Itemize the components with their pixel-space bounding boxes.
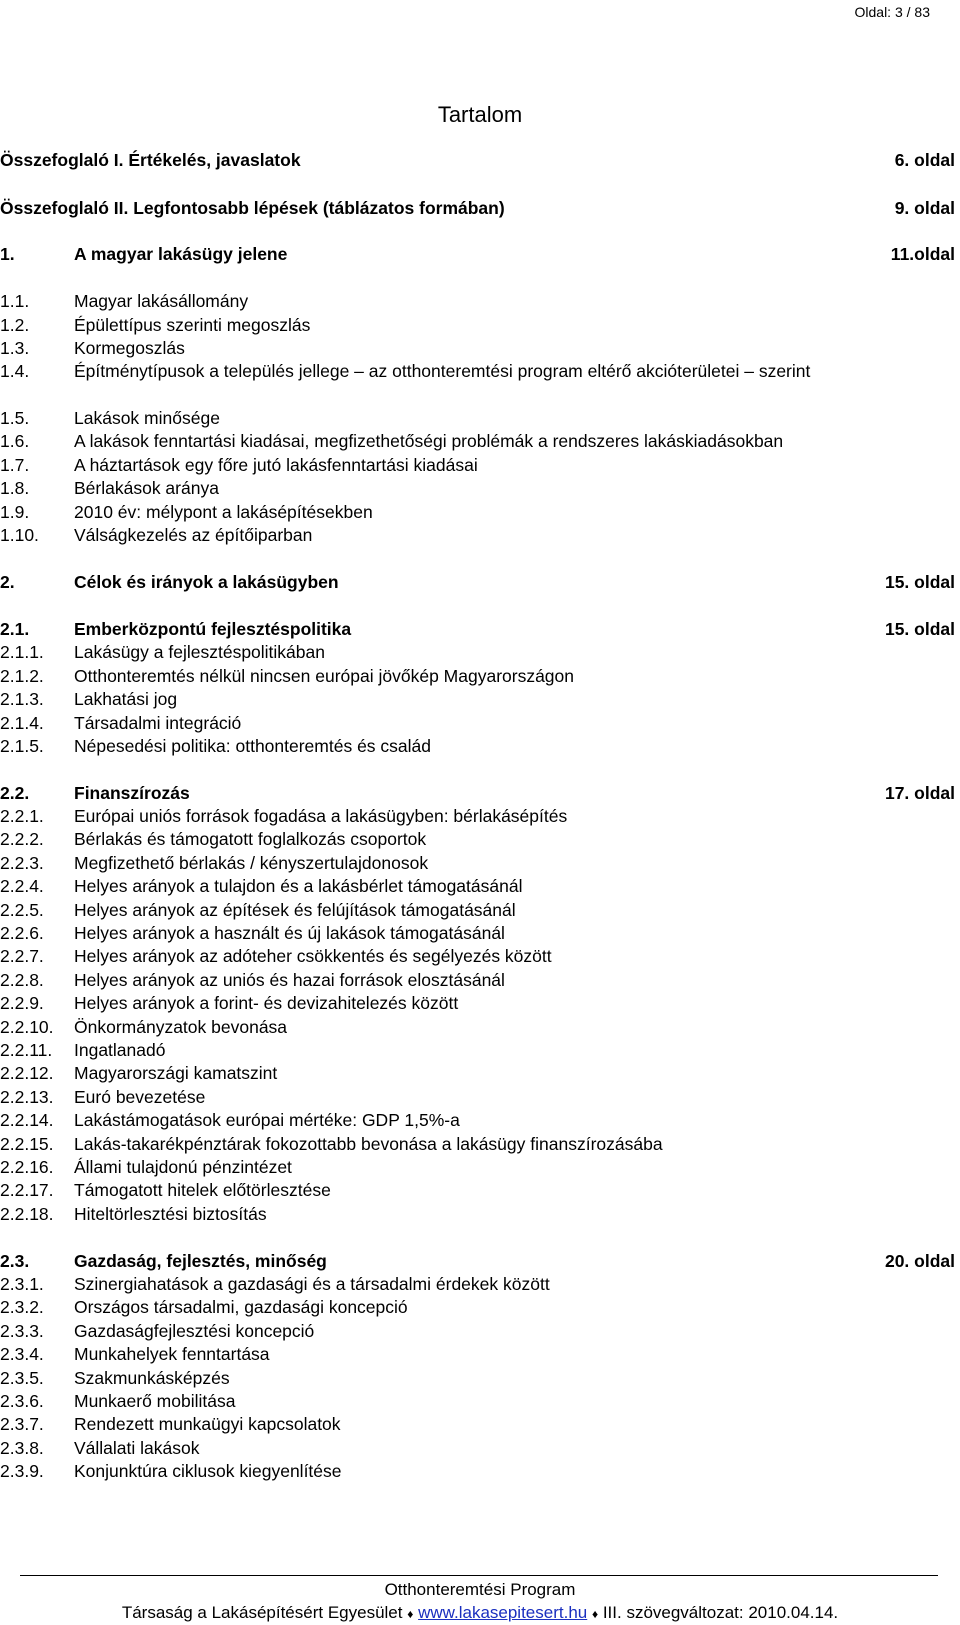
- toc-entry-number: 2.2.6.: [0, 923, 44, 943]
- toc-entry-number: 2.3.: [0, 1251, 30, 1271]
- toc-entry-number: 2.1.1.: [0, 642, 44, 662]
- toc-entry-label: A magyar lakásügy jelene: [74, 244, 288, 264]
- toc-entry-label: Euró bevezetése: [74, 1086, 206, 1107]
- toc-entry[interactable]: [0, 969, 955, 991]
- toc-entry-number: 2.2.18.: [0, 1203, 54, 1224]
- footer-organization: Társaság a Lakásépítésért Egyesület: [121, 1603, 403, 1622]
- toc-entry-number: 2.3.1.: [0, 1274, 44, 1294]
- toc-entry-number: 2.3.3.: [0, 1320, 44, 1341]
- footer-info: [0, 1603, 960, 1623]
- toc-entry-label: Gazdaságfejlesztési koncepció: [74, 1320, 315, 1341]
- toc-entry-label: Bérlakások aránya: [74, 478, 219, 498]
- toc-entry-page: 9. oldal: [894, 198, 955, 218]
- toc-entry[interactable]: [0, 712, 955, 734]
- toc-entry[interactable]: [0, 735, 955, 757]
- toc-entry-label: 2010 év: mélypont a lakásépítésekben: [74, 502, 373, 522]
- toc-entry-label: Magyar lakásállomány: [74, 291, 249, 311]
- toc-entry[interactable]: [0, 1133, 955, 1155]
- toc-entry[interactable]: [0, 1039, 955, 1061]
- toc-entry[interactable]: [0, 1062, 955, 1084]
- toc-entry-number: 1.8.: [0, 478, 30, 498]
- toc-entry[interactable]: [0, 1460, 955, 1482]
- diamond-separator-icon: ♦: [407, 1607, 414, 1621]
- toc-entry-label: Lakhatási jog: [74, 689, 178, 709]
- toc-entry-number: 1.10.: [0, 525, 39, 545]
- toc-entry[interactable]: [0, 1203, 955, 1225]
- toc-entry-number: 2.3.8.: [0, 1437, 44, 1458]
- toc-entry-label: Helyes arányok a tulajdon és a lakásbérlet támogatásánál: [74, 876, 523, 897]
- toc-entry-number: 2.1.: [0, 619, 30, 639]
- toc-entry-label: Lakás-takarékpénztárak fokozottabb bevonása a lakásügy finanszírozásába: [74, 1133, 663, 1154]
- toc-entry-label: Vállalati lakások: [74, 1437, 200, 1458]
- toc-entry[interactable]: [0, 1413, 955, 1435]
- toc-entry-label: Munkaerő mobilitása: [74, 1391, 236, 1411]
- toc-entry-label: Bérlakás és támogatott foglalkozás csoportok: [74, 829, 427, 850]
- toc-entry-label: Emberközpontú fejlesztéspolitika: [74, 619, 352, 639]
- toc-entry-number: 2.2.12.: [0, 1063, 54, 1084]
- toc-entry[interactable]: [0, 1156, 955, 1178]
- toc-entry-page: 15. oldal: [884, 572, 955, 592]
- toc-entry-label: Hiteltörlesztési biztosítás: [74, 1203, 267, 1224]
- toc-entry-label: Összefoglaló II. Legfontosabb lépések (táblázatos formában): [0, 198, 505, 218]
- page-number: Oldal: 3 / 83: [854, 4, 930, 20]
- toc-entry[interactable]: [0, 337, 955, 359]
- toc-entry-page: 20. oldal: [884, 1251, 955, 1271]
- toc-entry[interactable]: [0, 290, 955, 312]
- toc-entry-label: Megfizethető bérlakás / kényszertulajdonosok: [74, 852, 429, 873]
- toc-entry-number: 1.1.: [0, 291, 30, 311]
- toc-entry-label: Összefoglaló I. Értékelés, javaslatok: [0, 150, 301, 170]
- toc-entry[interactable]: [0, 1179, 955, 1201]
- toc-entry-number: 2.3.4.: [0, 1344, 44, 1365]
- toc-summary-entry[interactable]: [0, 197, 955, 219]
- toc-entry[interactable]: [0, 852, 955, 874]
- toc-entry-label: A háztartások egy főre jutó lakásfenntartási kiadásai: [74, 455, 478, 475]
- toc-entry-number: 2.3.7.: [0, 1414, 44, 1435]
- toc-entry[interactable]: [0, 805, 955, 827]
- toc-entry-label: Helyes arányok az uniós és hazai források elosztásánál: [74, 969, 505, 990]
- toc-entry-page: 6. oldal: [894, 150, 955, 170]
- toc-entry[interactable]: [0, 1437, 955, 1459]
- toc-entry[interactable]: [0, 454, 955, 476]
- toc-entry-label: Önkormányzatok bevonása: [74, 1016, 288, 1037]
- toc-entry-number: 2.2.9.: [0, 993, 44, 1014]
- toc-entry-label: Épülettípus szerinti megoszlás: [74, 315, 311, 335]
- toc-entry-number: 2.2.3.: [0, 852, 44, 873]
- toc-entry-label: Célok és irányok a lakásügyben: [74, 572, 339, 592]
- toc-entry-number: 2.2.16.: [0, 1157, 54, 1177]
- toc-entry[interactable]: [0, 1296, 955, 1318]
- toc-entry-number: 1.5.: [0, 408, 30, 428]
- toc-entry-label: Válságkezelés az építőiparban: [74, 525, 313, 545]
- toc-entry-number: 2.2.8.: [0, 969, 44, 990]
- toc-entry-label: Munkahelyek fenntartása: [74, 1344, 270, 1365]
- toc-entry-number: 2.2.10.: [0, 1016, 54, 1037]
- toc-entry-number: 1.6.: [0, 431, 30, 451]
- toc-entry[interactable]: [0, 641, 955, 663]
- toc-entry[interactable]: [0, 524, 955, 546]
- toc-entry-number: 2.2.1.: [0, 806, 44, 826]
- toc-entry[interactable]: [0, 1320, 955, 1342]
- toc-entry-number: 2.1.5.: [0, 736, 44, 756]
- toc-section-heading[interactable]: [0, 618, 955, 640]
- toc-entry-number: 1.3.: [0, 338, 30, 358]
- toc-entry[interactable]: [0, 1390, 955, 1412]
- toc-entry-label: Ingatlanadó: [74, 1040, 166, 1060]
- toc-entry[interactable]: [0, 1109, 955, 1131]
- toc-entry[interactable]: [0, 945, 955, 967]
- toc-entry-page: 17. oldal: [884, 783, 955, 803]
- toc-entry-label: Konjunktúra ciklusok kiegyenlítése: [74, 1461, 342, 1482]
- toc-entry[interactable]: [0, 501, 955, 523]
- toc-entry-label: Népesedési politika: otthonteremtés és család: [74, 736, 432, 756]
- toc-entry-number: 2.1.2.: [0, 665, 44, 686]
- toc-entry[interactable]: [0, 875, 955, 897]
- toc-entry-page: 15. oldal: [884, 619, 955, 639]
- toc-entry[interactable]: [0, 1086, 955, 1108]
- toc-entry[interactable]: [0, 665, 955, 687]
- toc-entry-label: Helyes arányok a használt és új lakások támogatásánál: [74, 923, 505, 943]
- toc-summary-entry[interactable]: [0, 149, 955, 171]
- toc-entry[interactable]: [0, 1016, 955, 1038]
- toc-entry-number: 2.1.4.: [0, 712, 44, 733]
- toc-entry[interactable]: [0, 899, 955, 921]
- toc-entry-number: 2.3.9.: [0, 1461, 44, 1482]
- toc-entry-number: 2.2.2.: [0, 829, 44, 850]
- toc-entry-number: 1.9.: [0, 502, 30, 522]
- toc-entry-label: A lakások fenntartási kiadásai, megfizethetőségi problémák a rendszeres lakáskiadásokban: [74, 431, 784, 451]
- toc-entry-number: 2.2.4.: [0, 876, 44, 897]
- toc-entry-label: Európai uniós források fogadása a lakásügyben: bérlakásépítés: [74, 806, 568, 826]
- toc-section-heading[interactable]: [0, 571, 955, 593]
- toc-entry-label: Kormegoszlás: [74, 338, 185, 358]
- toc-entry-number: 2.1.3.: [0, 689, 44, 709]
- toc-entry-label: Támogatott hitelek előtörlesztése: [74, 1180, 331, 1201]
- toc-entry-number: 2.2.11.: [0, 1040, 53, 1060]
- diamond-separator-icon: ♦: [591, 1607, 599, 1621]
- toc-entry-label: Rendezett munkaügyi kapcsolatok: [74, 1414, 341, 1435]
- toc-section-heading[interactable]: [0, 243, 955, 265]
- toc-entry-label: Magyarországi kamatszint: [74, 1063, 278, 1084]
- toc-section-heading[interactable]: [0, 1250, 955, 1272]
- footer-version: III. szövegváltozat: 2010.04.14.: [602, 1603, 839, 1622]
- toc-entry-number: 2.3.2.: [0, 1297, 44, 1318]
- toc-entry-number: 2.2.15.: [0, 1133, 54, 1154]
- toc-entry[interactable]: [0, 1367, 955, 1389]
- page-title: Tartalom: [437, 102, 523, 127]
- toc-entry-number: 2.2.17.: [0, 1180, 54, 1201]
- toc-entry[interactable]: [0, 688, 955, 710]
- toc-entry-page: 11.oldal: [890, 244, 955, 264]
- toc-entry-number: 2.: [0, 572, 15, 592]
- toc-entry-label: Gazdaság, fejlesztés, minőség: [74, 1251, 327, 1271]
- toc-entry-label: Országos társadalmi, gazdasági koncepció: [74, 1297, 408, 1318]
- toc-entry-label: Szinergiahatások a gazdasági és a társadalmi érdekek között: [74, 1274, 550, 1294]
- toc-entry-label: Lakástámogatások európai mértéke: GDP 1,5%-a: [74, 1110, 460, 1131]
- toc-entry-label: Finanszírozás: [74, 783, 190, 803]
- footer-program-name: Otthonteremtési Program: [384, 1580, 576, 1599]
- footer-divider: [20, 1575, 938, 1576]
- toc-entry-label: Állami tulajdonú pénzintézet: [74, 1157, 292, 1177]
- toc-entry-number: 2.3.6.: [0, 1391, 44, 1411]
- toc-entry-label: Helyes arányok az építések és felújítások támogatásánál: [74, 899, 516, 920]
- toc-entry-number: 1.7.: [0, 455, 30, 475]
- toc-entry-label: Helyes arányok az adóteher csökkentés és segélyezés között: [74, 946, 552, 967]
- toc-entry[interactable]: [0, 430, 955, 452]
- toc-entry-number: 1.4.: [0, 361, 30, 381]
- toc-entry[interactable]: [0, 359, 955, 383]
- toc-entry[interactable]: [0, 1273, 955, 1295]
- toc-entry-label: Építménytípusok a település jellege – az otthonteremtési program eltérő akcióterületei – szerint: [74, 361, 811, 381]
- toc-entry-number: 2.2.7.: [0, 946, 44, 967]
- toc-entry[interactable]: [0, 1343, 955, 1365]
- toc-entry[interactable]: [0, 477, 955, 499]
- toc-entry-label: Lakásügy a fejlesztéspolitikában: [74, 642, 325, 662]
- toc-entry-number: 2.3.5.: [0, 1367, 44, 1388]
- footer-website-link[interactable]: www.lakasepitesert.hu: [418, 1603, 588, 1622]
- toc-entry-number: 2.2.13.: [0, 1086, 54, 1107]
- toc-entry-label: Társadalmi integráció: [74, 712, 242, 733]
- toc-section-heading[interactable]: [0, 782, 955, 804]
- toc-entry-number: 2.2.: [0, 783, 30, 803]
- toc-entry-label: Szakmunkásképzés: [74, 1367, 230, 1388]
- toc-entry[interactable]: [0, 992, 955, 1014]
- toc-entry-number: 2.2.5.: [0, 899, 44, 920]
- toc-entry[interactable]: [0, 314, 955, 336]
- toc-entry-label: Otthonteremtés nélkül nincsen európai jövőkép Magyarországon: [74, 665, 575, 686]
- toc-entry-number: 1.: [0, 244, 15, 264]
- toc-entry-number: 1.2.: [0, 315, 30, 335]
- toc-entry-label: Lakások minősége: [74, 408, 220, 428]
- toc-entry[interactable]: [0, 922, 955, 944]
- toc-entry[interactable]: [0, 828, 955, 850]
- toc-entry-label: Helyes arányok a forint- és devizahitelezés között: [74, 993, 459, 1014]
- toc-entry-number: 2.2.14.: [0, 1110, 54, 1131]
- toc-entry[interactable]: [0, 407, 955, 429]
